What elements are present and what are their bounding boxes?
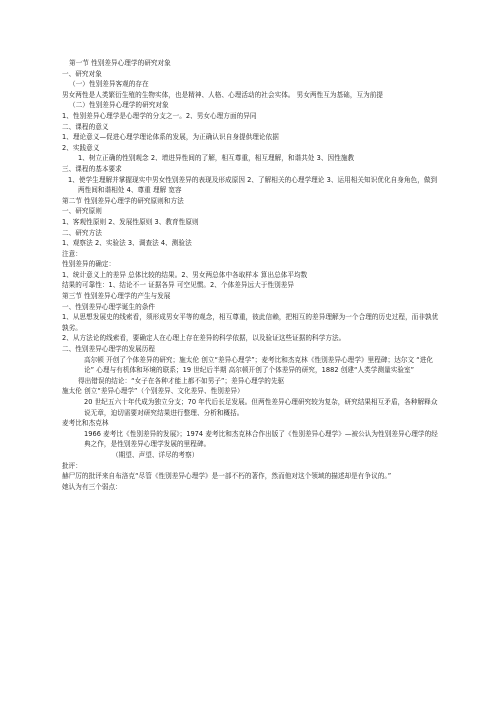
document-line: 三、课程的基本要求	[62, 164, 122, 173]
document-line: 结果的可靠性：1、结论不一 证据各异 可空见惯。2、个体差异远大于性别差异	[62, 281, 295, 290]
document-line: 2、从方法论的线索看，要确定人在心理上存在差异的科学依据，以及验证这些证据的科学方法。	[62, 334, 346, 343]
document-line: 2、实践意义	[62, 143, 100, 152]
document-line: 男女两性是人类繁衍生殖的生物实体，也是精神、人格、心理活动的社会实体。 男女两性互为基础，互为前提	[62, 90, 384, 99]
document-line: 第二节 性别差异心理学的研究原则和方法	[62, 196, 184, 205]
document-line: 20 世纪五六十年代成为独立分支；70 年代后长足发展。但两性差异心理研究较为复杂，研究结果相互矛盾，各种解释众说无章，迫切需要对研究结果进行整理、分析和概括。	[84, 398, 438, 417]
document-line: 一、研究对象	[62, 69, 102, 78]
document-line: 1966 麦考比《性别差异的发展》；1974 麦考比和杰克林合作出版了《性别差异心理学》—被公认为性别差异心理学的经典之作，是性别差异心理学发展的里程碑。	[84, 429, 438, 449]
document-line: 1、树立正确的性别观念 2、增进异性间的了解，相互尊重，相互理解，和谐共处 3、因性施教	[78, 154, 355, 163]
document-line: 二、课程的意义	[62, 122, 109, 131]
document-line: 麦考比和杰克林	[62, 419, 109, 428]
document-line: 得出错误的结论：“女子在各种才能上都不如男子”；差异心理学的先驱	[78, 376, 285, 385]
document-line: （期望、声望、详尽的考察）	[112, 450, 199, 459]
document-line: 1、统计意义上的差异 总体比较的结果。2、男女两总体中各取样本 算出总体平均数	[62, 270, 308, 279]
document-line: 第三节 性别差异心理学的产生与发展	[62, 292, 171, 301]
document-line: 二、性别差异心理学的发展历程	[62, 345, 156, 354]
document-line: 赫尸厉的批评来自布洛克“尽管《性别差异心理学》是一部不朽的著作，然而他对这个领域的描述却是有争议的。”	[62, 472, 392, 481]
document-line: 1、客观性原则 2、发展性原则 3、教育性原则	[62, 217, 199, 226]
document-line: 第一节 性别差异心理学的研究对象	[69, 59, 171, 67]
document-line: （二）性别差异心理学的研究对象	[69, 101, 169, 110]
document-line: 批评：	[62, 461, 82, 470]
document-line: 她认为有三个弱点：	[62, 482, 122, 491]
document-line: 1、使学生理解并掌握现实中男女性别差异的表现及形成原因 2、了解相关的心理学理论 3、运用相关知识优化自身角色，做到两性间和谐相处 4、尊重 理解 宽容	[68, 175, 438, 195]
document-line: 二、研究方法	[62, 228, 102, 237]
document-line: 性别差异的确定：	[62, 260, 116, 269]
document-line: 1、从思想发展史的线索看，须形成男女平等的观念，相互尊重，彼此信赖，把相互的差异理解为一个合理的历史过程，而非孰优孰劣。	[62, 313, 439, 332]
document-line: 施太伦 创立“差异心理学”（个别差异、文化差异、性别差异）	[62, 387, 244, 396]
document-line: 1、观察法 2、实验法 3、调查法 4、测验法	[62, 239, 192, 248]
document-line: 高尔顿 开创了个体差异的研究；施太伦 创立“差异心理学”；麦考比和杰克林《性别差异心理学》里程碑；达尔文 “进化论” 心理与有机体和环境的联系；19 世纪后半期 高尔顿开创了个体差异的研究，1882 创建“人类学测量实验室”	[84, 355, 434, 375]
document-line: 1、性别差异心理学是心理学的分支之一。2、男女心理方面的异同	[62, 111, 257, 120]
document-line: 一、性别差异心理学诞生的条件	[62, 302, 156, 311]
document-body	[62, 58, 442, 492]
document-line: 1、理论意义—促进心理学理论体系的发展，为正确认识自身提供理论依据	[62, 133, 279, 142]
document-line: 注意：	[62, 249, 82, 258]
document-line: （一）性别差异客观的存在	[69, 80, 149, 89]
document-line: 一、研究原则	[62, 207, 102, 216]
